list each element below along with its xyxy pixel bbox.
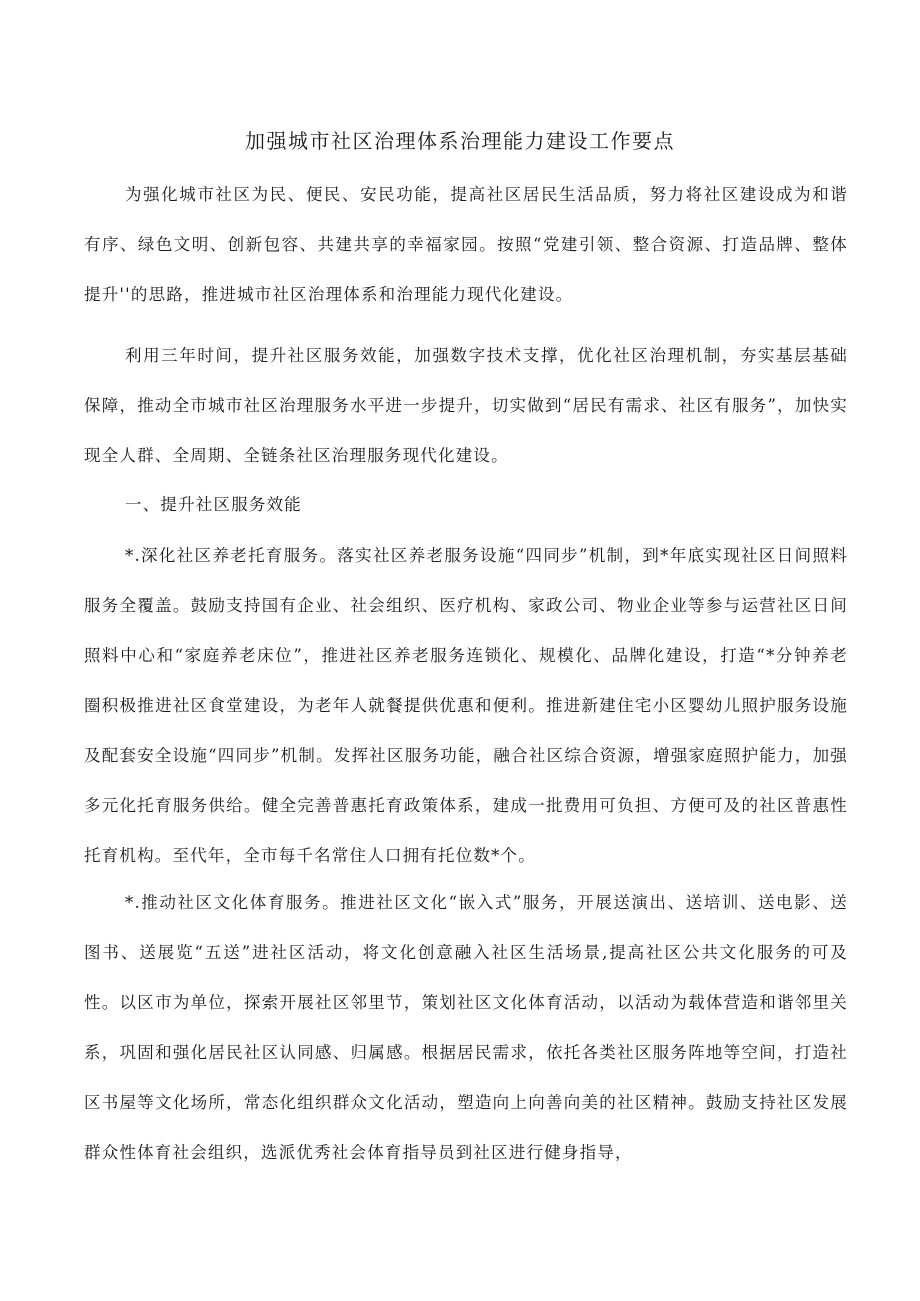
- intro-paragraph: 为强化城市社区为民、便民、安民功能，提高社区居民生活品质，努力将社区建设成为和谐有序、绿色文明、创新包容、共建共享的幸福家园。按照“党建引领、整合资源、打造品牌、整体提升''的思路，推进城市社区治理体系和治理能力现代化建设。: [84, 185, 848, 304]
- goal-paragraph: 利用三年时间，提升社区服务效能，加强数字技术支撑，优化社区治理机制，夯实基层基础保障，推动全市城市社区治理服务水平进一步提升，切实做到“居民有需求、社区有服务”，加快实现全人群、全周期、全链条社区治理服务现代化建设。: [84, 346, 848, 465]
- section-heading: 一、提升社区服务效能: [125, 495, 302, 514]
- item-culture-sports: *.推动社区文化体育服务。推进社区文化“嵌入式”服务，开展送演出、送培训、送电影、送图书、送展览“五送”进社区活动，将文化创意融入社区生活场景,提高社区公共文化服务的可及性。以区市为单位，探索开展社区邻里节，策划社区文化体育活动，以活动为载体营造和谐邻里关系，巩固和强化居民社区认同感、归属感。根据居民需求，依托各类社区服务阵地等空间，打造社区书屋等文化场所，常态化组织群众文化活动，塑造向上向善向美的社区精神。鼓励支持社区发展群众性体育社会组织，选派优秀社会体育指导员到社区进行健身指导，: [84, 893, 848, 1162]
- item-elderly-childcare: *.深化社区养老托育服务。落实社区养老服务设施“四同步”机制，到*年底实现社区日间照料服务全覆盖。鼓励支持国有企业、社会组织、医疗机构、家政公司、物业企业等参与运营社区日间照料中心和“家庭养老床位”，推进社区养老服务连锁化、规模化、品牌化建设，打造“*分钟养老圈积极推进社区食堂建设，为老年人就餐提供优惠和便利。推进新建住宅小区婴幼儿照护服务设施及配套安全设施“四同步”机制。发挥社区服务功能，融合社区综合资源，增强家庭照护能力，加强多元化托育服务供给。健全完善普惠托育政策体系，建成一批费用可负担、方便可及的社区普惠性托育机构。至代年，全市每千名常住人口拥有托位数*个。: [84, 546, 848, 865]
- document-title: 加强城市社区治理体系治理能力建设工作要点: [245, 129, 675, 153]
